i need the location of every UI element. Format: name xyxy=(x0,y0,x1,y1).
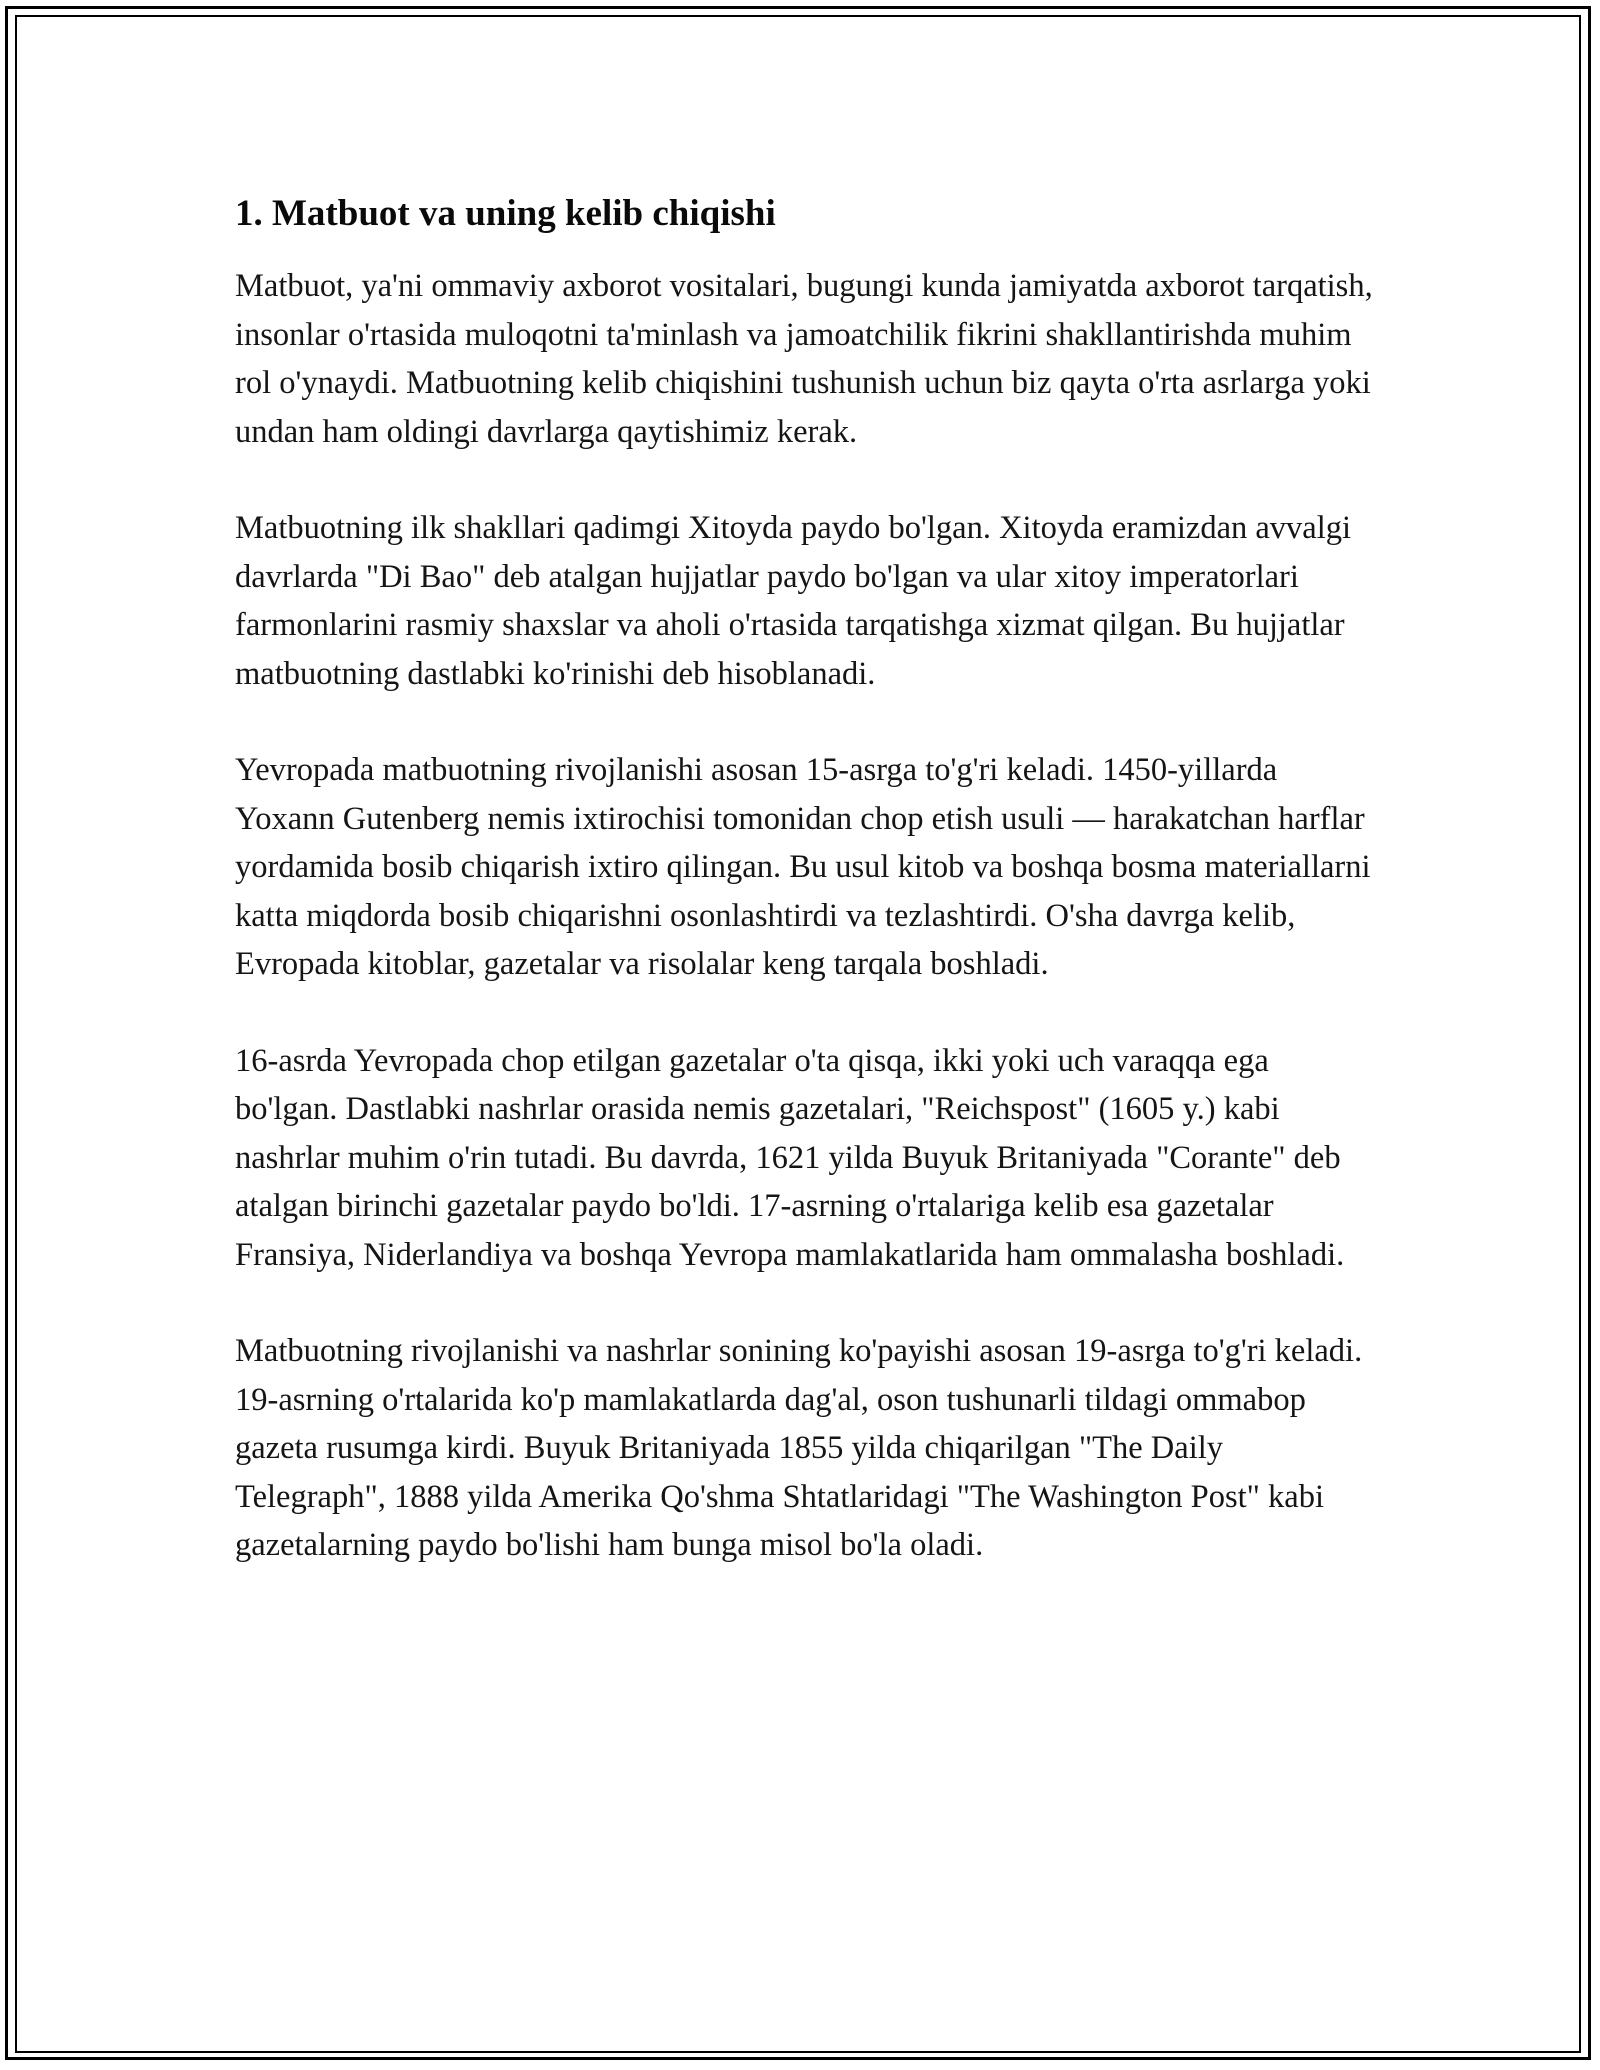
paragraph-introduction: Matbuot, ya'ni ommaviy axborot vositalari, bugungi kunda jamiyatda axborot tarqatish, insonlar o'rtasida muloqotni ta'minlash va jamoatchilik fikrini shakllantirishda muhim rol o'ynaydi. Matbuotning kelib chiqishini tushunish uchun biz qayta o'rta asrlarga yoki undan ham oldingi davrlarga qaytishimiz kerak. xyxy=(235,268,1373,450)
paragraph-19th-century: Matbuotning rivojlanishi va nashrlar sonining ko'payishi asosan 19-asrga to'g'ri keladi. 19-asrning o'rtalarida ko'p mamlakatlarda dag'al, oson tushunarli tildagi ommabop gazeta rusumga kirdi. Buyuk Britaniyada 1855 yilda chiqarilgan "The Daily Telegraph", 1888 yilda Amerika Qo'shma Shtatlaridagi "The Washington Post" kabi gazetalarning paydo bo'lishi ham bunga misol bo'la oladi. xyxy=(235,1333,1363,1563)
paragraph-ancient-china: Matbuotning ilk shakllari qadimgi Xitoyda paydo bo'lgan. Xitoyda eramizdan avvalgi davrlarda "Di Bao" deb atalgan hujjatlar paydo bo'lgan va ular xitoy imperatorlari farmonlarini rasmiy shaxslar va aholi o'rtasida tarqatishga xizmat qilgan. Bu hujjatlar matbuotning dastlabki ko'rinishi deb hisoblanadi. xyxy=(235,510,1352,692)
document-body xyxy=(235,188,1375,1618)
paragraph-16th-century-newspapers: 16-asrda Yevropada chop etilgan gazetalar o'ta qisqa, ikki yoki uch varaqqa ega bo'lgan. Dastlabki nashrlar orasida nemis gazetalari, "Reichspost" (1605 y.) kabi nashrlar muhim o'rin tutadi. Bu davrda, 1621 yilda Buyuk Britaniyada "Corante" deb atalgan birinchi gazetalar paydo bo'ldi. 17-asrning o'rtalariga kelib esa gazetalar Fransiya, Niderlandiya va boshqa Yevropa mamlakatlarida ham ommalasha boshladi. xyxy=(235,1042,1345,1273)
paragraph-europe-15th-century: Yevropada matbuotning rivojlanishi asosan 15-asrga to'g'ri keladi. 1450-yillarda Yoxann Gutenberg nemis ixtirochisi tomonidan chop etish usuli — harakatchan harflar yordamida bosib chiqarish ixtiro qilingan. Bu usul kitob va boshqa bosma materiallarni katta miqdorda bosib chiqarishni osonlashtirdi va tezlashtirdi. O'sha davrga kelib, Evropada kitoblar, gazetalar va risolalar keng tarqala boshladi. xyxy=(235,752,1371,982)
section-heading: 1. Matbuot va uning kelib chiqishi xyxy=(235,193,776,234)
